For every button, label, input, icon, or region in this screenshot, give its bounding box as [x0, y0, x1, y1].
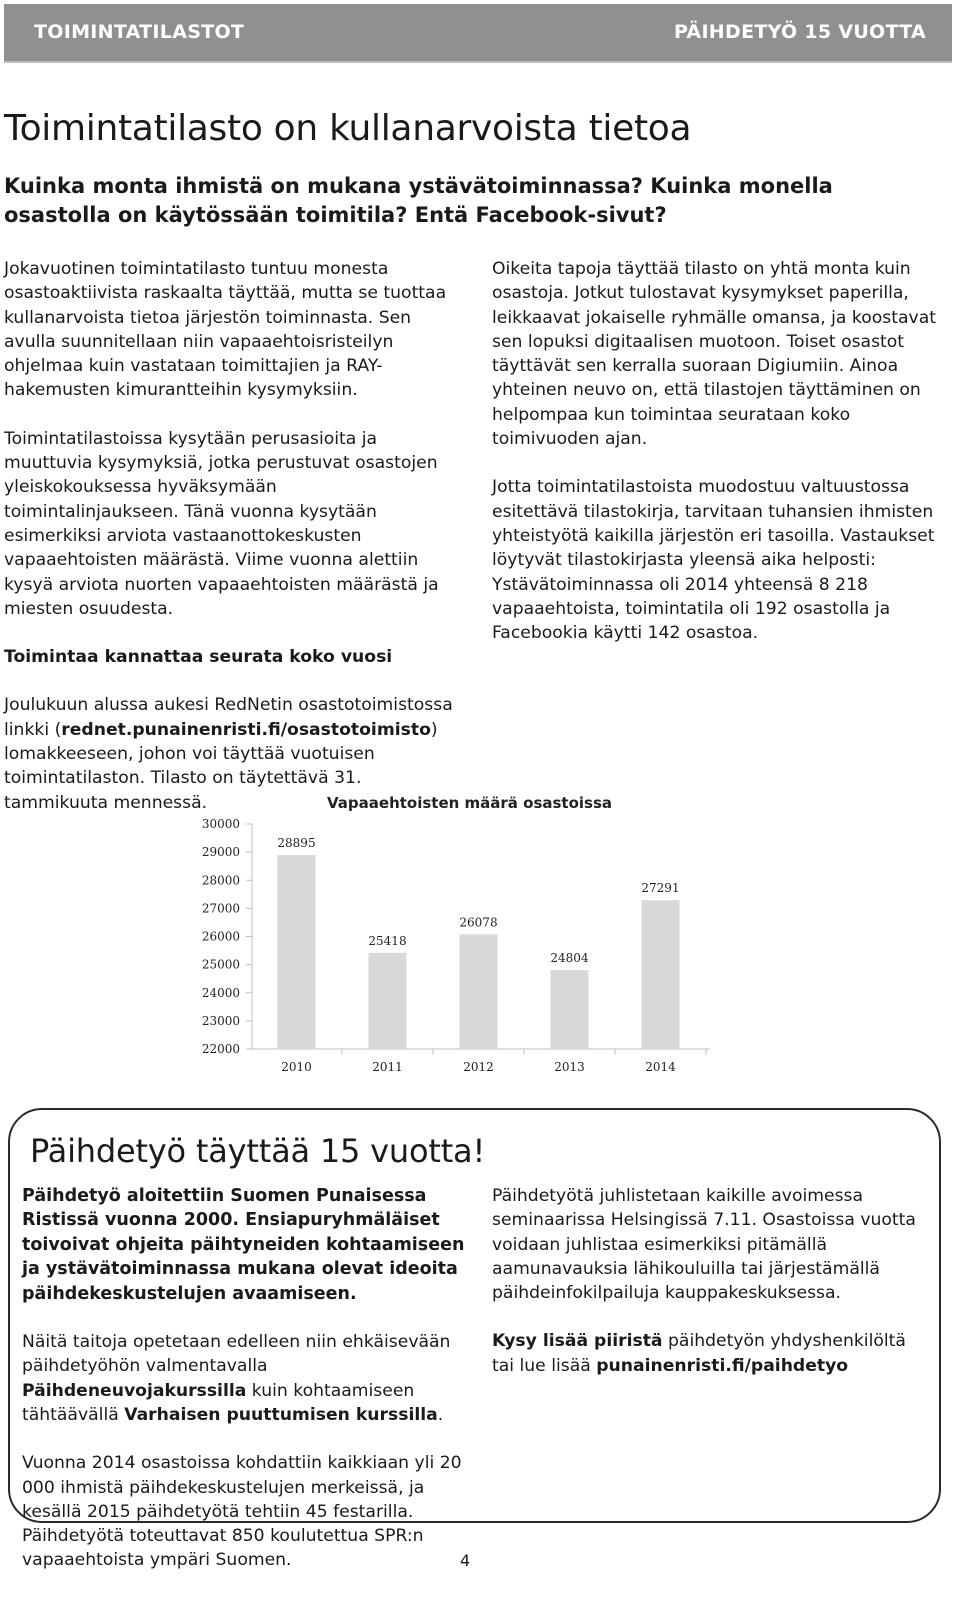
article-column-right — [492, 257, 948, 669]
bar — [551, 970, 589, 1049]
paragraph: Jotta toimintatilastoista muodostuu valtuustossa esitettävä tilastokirja, tarvitaan tuhansien ihmisten yhteistyötä kaikilla järjestön eri tasoilla. Vastaukset löytyvät tilastokirjasta yleensä aika helposti: Ystävätoiminnassa oli 2014 yhteensä 8 218 vapaaehtoista, toimintatila oli 192 osastolla ja Facebookia käytti 142 osastoa. — [492, 477, 935, 644]
paragraph: Toimintatilastoissa kysytään perusasioita ja muuttuvia kysymyksiä, jotka perustuvat osastojen yleiskokouksessa hyväksymään toimintalinjaukseen. Tänä vuonna kysytään esimerkiksi arviota vastaanottokeskusten vapaaehtoisten määrästä. Viime vuonna alettiin kysyä arviota nuorten vapaaehtoisten määrästä ja miesten osuudesta. — [4, 428, 439, 619]
header-bar — [4, 4, 952, 63]
paragraph-text: kuin kohtaamiseen tähtäävällä — [22, 1380, 415, 1425]
data-label: 24804 — [550, 951, 589, 966]
series-label: PÄIHDETYÖ 15 VUOTTA — [673, 21, 926, 43]
volunteers-bar-chart — [190, 790, 720, 1090]
bar — [460, 934, 498, 1049]
article-column-left — [4, 257, 454, 839]
course-name: Varhaisen puuttumisen kurssilla — [124, 1404, 438, 1425]
anniversary-box — [8, 1108, 941, 1571]
x-tick-label: 2013 — [554, 1060, 585, 1074]
y-tick-label: 26000 — [201, 929, 240, 944]
course-name: Päihdeneuvojakurssilla — [22, 1380, 247, 1401]
box-title: Päihdetyö täyttää 15 vuotta! — [30, 1132, 486, 1170]
paragraph — [492, 1329, 932, 1378]
data-label: 26078 — [459, 915, 498, 930]
paragraph: Oikeita tapoja täyttää tilasto on yhtä monta kuin osastoja. Jotkut tulostavat kysymykset paperilla, leikkaavat jokaiselle ryhmälle omansa, ja koostavat sen lopuksi digitaalisen muotoon. Toiset osastot täyttävät sen kerralla suoraan Digiumiin. Ainoa yhteinen neuvo on, että tilastojen täyttäminen on helpompaa kun toimintaa seurataan koko toimivuoden ajan. — [492, 259, 936, 450]
chart-title: Vapaaehtoisten määrä osastoissa — [327, 794, 613, 812]
y-tick-label: 29000 — [201, 845, 240, 860]
y-tick-label: 22000 — [201, 1042, 240, 1056]
y-tick-label: 24000 — [201, 985, 240, 1000]
bar — [278, 855, 316, 1049]
paragraph-text: päihdetyön yhdyshenkilöltä tai lue lisää — [492, 1331, 906, 1376]
bar — [642, 900, 680, 1049]
chart-canvas — [190, 790, 720, 1090]
paragraph: Jokavuotinen toimintatilasto tuntuu monesta osastoaktiivista raskaalta täyttää, mutta se tuottaa kullanarvoista tietoa järjestön toiminnasta. Sen avulla suunnitellaan niin vapaaehtoisristeilyn ohjelmaa kuin vastataan toimittajien ja RAY-hakemusten kimurantteihin kysymyksiin. — [4, 259, 447, 401]
x-tick-label: 2012 — [463, 1060, 494, 1074]
bar — [369, 953, 407, 1049]
paragraph-text: Joulukuun alussa aukesi RedNetin osastotoimistossa linkki ( — [4, 695, 453, 740]
rednet-link[interactable]: rednet.punainenristi.fi/osastotoimisto — [61, 719, 431, 740]
y-tick-label: 28000 — [201, 873, 240, 888]
section-label: TOIMINTATILASTOT — [34, 21, 245, 43]
x-tick-label: 2010 — [281, 1060, 312, 1074]
data-label: 25418 — [368, 933, 407, 948]
y-tick-label: 27000 — [201, 901, 240, 916]
box-column-right — [492, 1184, 932, 1402]
article-title: Toimintatilasto on kullanarvoista tietoa — [4, 108, 692, 149]
data-label: 28895 — [277, 836, 316, 851]
box-column-left — [22, 1184, 472, 1597]
paragraph-text: Näitä taitoja opetetaan edelleen niin ehkäisevään päihdetyöhön valmentavalla — [22, 1332, 451, 1377]
x-tick-label: 2011 — [372, 1060, 403, 1074]
subheading: Toimintaa kannattaa seurata koko vuosi — [4, 647, 393, 668]
paragraph — [22, 1330, 472, 1427]
paragraph: Päihdetyötä juhlistetaan kaikille avoimessa seminaarissa Helsingissä 7.11. Osastoissa vuotta voidaan juhlistaa esimerkiksi pitämällä aamunavauksia lähikouluilla tai järjestämällä päihdeinfokilpailuja kauppakeskuksessa. — [492, 1186, 916, 1304]
paragraph: Vuonna 2014 osastoissa kohdattiin kaikkiaan yli 20 000 ihmistä päihdekeskustelujen merkeissä, ja kesällä 2015 päihdetyötä tehtiin 45 festarilla. Päihdetyötä toteuttavat 850 koulutettua SPR:n vapaaehtoista ympäri Suomen. — [22, 1453, 462, 1571]
paihdetyo-link[interactable]: punainenristi.fi/paihdetyo — [596, 1355, 849, 1376]
box-lead: Päihdetyö aloitettiin Suomen Punaisessa Ristissä vuonna 2000. Ensiapuryhmäläiset toivoivat ohjeita päihtyneiden kohtaamiseen ja ystävätoiminnassa mukana olevat ideoita päihdekeskustelujen avaamiseen. — [22, 1186, 465, 1304]
y-tick-label: 23000 — [201, 1013, 240, 1028]
contact-callout: Kysy lisää piiristä — [492, 1331, 663, 1352]
y-tick-label: 25000 — [201, 957, 240, 972]
x-tick-label: 2014 — [645, 1060, 676, 1074]
paragraph-text: ) lomakkeeseen, johon voi täyttää vuotuisen toimintatilaston. Tilasto on täytettävä 31. tammikuuta mennessä. — [4, 719, 438, 813]
y-tick-label: 30000 — [201, 817, 240, 831]
paragraph-text: . — [437, 1404, 444, 1425]
data-label: 27291 — [641, 881, 680, 896]
page-number: 4 — [460, 1551, 471, 1570]
article-lead: Kuinka monta ihmistä on mukana ystävätoiminnassa? Kuinka monella osastolla on käytössään toimitila? Entä Facebook-sivut? — [4, 174, 833, 227]
